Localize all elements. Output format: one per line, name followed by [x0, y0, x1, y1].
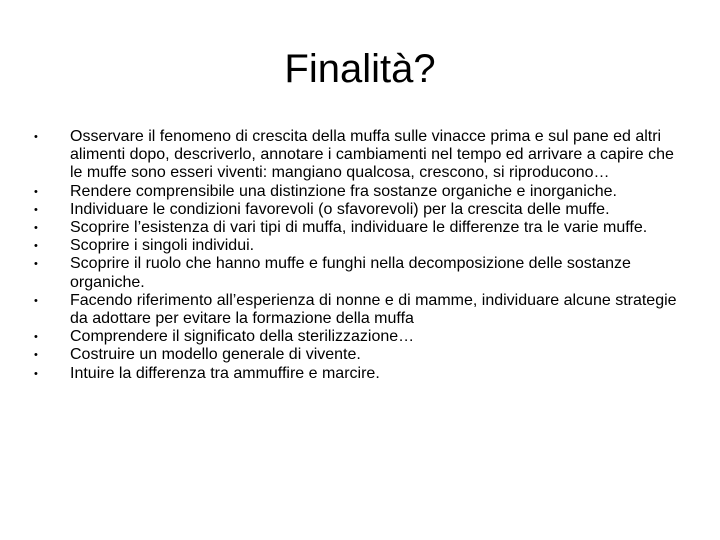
- bullet-text: Scoprire il ruolo che hanno muffe e funghi nella decomposizione delle sostanze organiche.: [70, 255, 631, 291]
- bullet-item: [34, 346, 690, 364]
- bullet-text: Osservare il fenomeno di crescita della muffa sulle vinacce prima e sul pane ed altri alimenti dopo, descriverlo, annotare i cambiamenti nel tempo ed arrivare a capire che le muffe sono esseri viventi: mangiano qualcosa, crescono, si riproducono…: [70, 128, 674, 182]
- bullet-text: Scoprire i singoli individui.: [70, 237, 255, 255]
- bullet-list: [34, 128, 690, 383]
- bullet-item: [34, 128, 690, 183]
- bullet-icon: •: [34, 222, 38, 235]
- bullet-text: Intuire la differenza tra ammuffire e marcire.: [70, 364, 380, 382]
- bullet-item: [34, 201, 690, 219]
- bullet-icon: •: [34, 258, 38, 271]
- bullet-item: [34, 328, 690, 346]
- bullet-icon: •: [34, 185, 38, 198]
- bullet-icon: •: [34, 349, 38, 362]
- bullet-item: [34, 292, 690, 328]
- bullet-text: Scoprire l’esistenza di vari tipi di muffa, individuare le differenze tra le varie muffe.: [70, 219, 648, 237]
- bullet-text: Costruire un modello generale di vivente.: [70, 346, 361, 364]
- bullet-item: [34, 219, 690, 237]
- bullet-text: Rendere comprensibile una distinzione fra sostanze organiche e inorganiche.: [70, 182, 617, 200]
- bullet-icon: •: [34, 367, 38, 380]
- bullet-item: [34, 237, 690, 255]
- bullet-text: Comprendere il significato della sterilizzazione…: [70, 328, 415, 346]
- bullet-icon: •: [34, 131, 38, 143]
- bullet-icon: •: [34, 240, 38, 253]
- bullet-item: [34, 365, 690, 383]
- bullet-item: [34, 255, 690, 291]
- bullet-icon: •: [34, 331, 38, 344]
- bullet-text: Individuare le condizioni favorevoli (o sfavorevoli) per la crescita delle muffe.: [70, 200, 610, 218]
- bullet-item: [34, 183, 690, 201]
- slide-title: Finalità?: [284, 47, 436, 91]
- bullet-icon: •: [34, 203, 38, 216]
- bullet-text: Facendo riferimento all’esperienza di nonne e di mamme, individuare alcune strategie da adottare per evitare la formazione della muffa: [70, 291, 677, 328]
- bullet-icon: •: [34, 294, 38, 307]
